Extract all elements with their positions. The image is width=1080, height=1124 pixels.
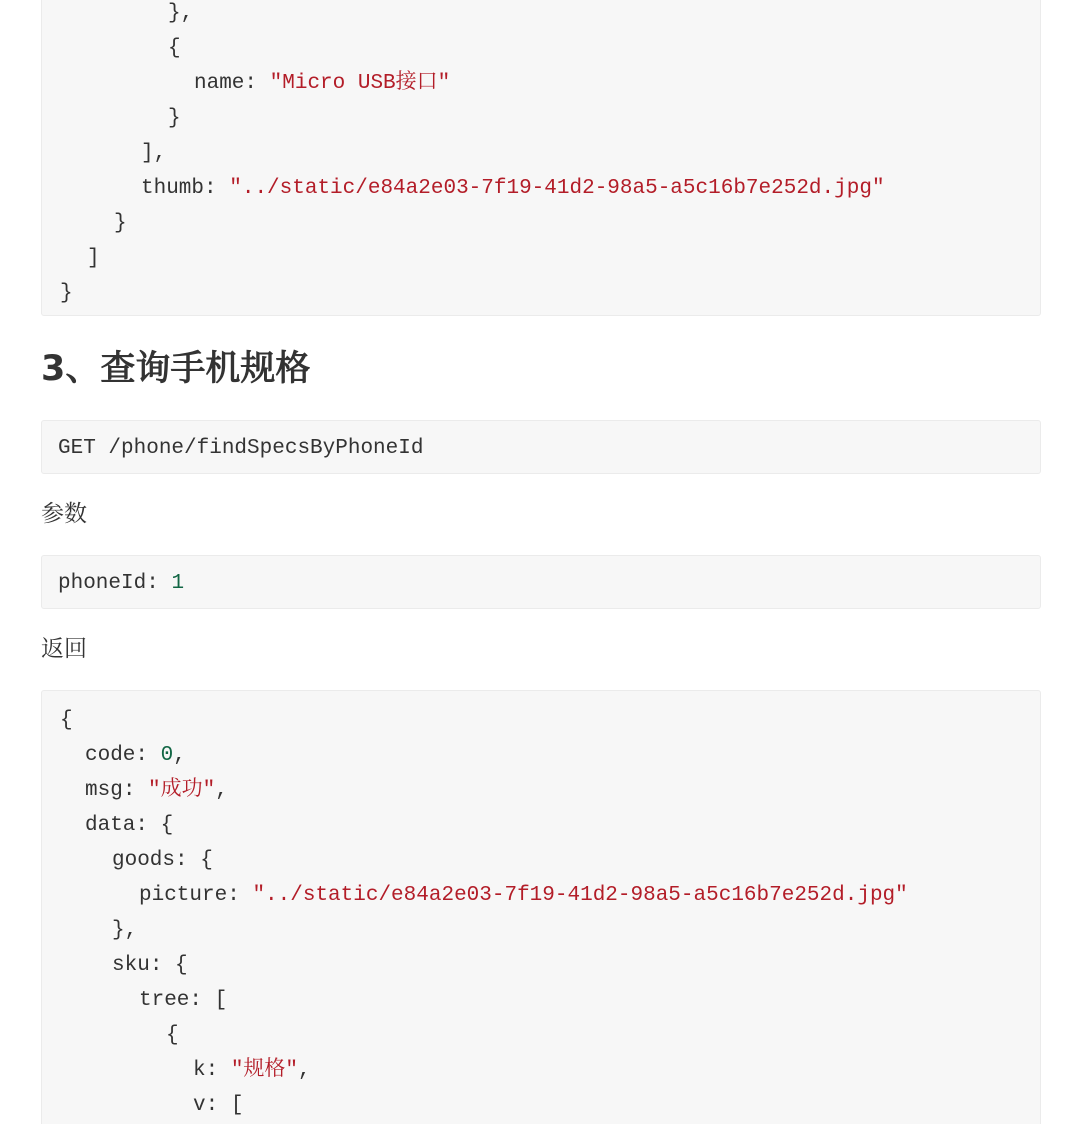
code-block-endpoint [41,420,1041,474]
json-key: goods [112,849,176,872]
code-line: thumb: "../static/e84a2e03-7f19-41d2-98a5-a5c16b7e252d.jpg" [141,177,885,200]
code-line: } [60,282,73,305]
json-key: data [85,814,136,837]
code-line-endpoint: GET /phone/findSpecsByPhoneId [58,437,424,460]
json-key: msg [85,779,123,802]
code-line: { [168,37,181,60]
json-number: 1 [171,572,185,595]
code-line: } [168,107,181,130]
code-line: tree: [ [139,989,228,1012]
code-line: code: 0, [85,744,186,767]
code-line: k: "规格", [193,1059,311,1082]
json-number: 0 [160,744,174,767]
json-key: picture [139,884,228,907]
code-line: ] [87,247,100,270]
return-label: 返回 [41,636,87,662]
code-line: { [60,709,73,732]
json-key: tree [139,989,190,1012]
code-line: data: { [85,814,174,837]
json-key: phoneId [58,572,147,595]
code-line: v: [ [193,1094,244,1117]
code-line: msg: "成功", [85,779,228,802]
json-string: "成功" [148,779,216,802]
code-line: } [114,212,127,235]
json-string: "../static/e84a2e03-7f19-41d2-98a5-a5c16b7e252d.jpg" [252,884,908,907]
code-block-return [41,690,1041,1124]
json-string: "规格" [230,1059,299,1082]
code-block-previous-response [41,0,1041,316]
code-line: name: "Micro USB接口" [194,72,451,95]
json-key: k [193,1059,206,1082]
json-key: name [194,72,245,95]
json-string: "Micro USB接口" [269,72,451,95]
code-line: goods: { [112,849,213,872]
code-block-params [41,555,1041,609]
code-line: sku: { [112,954,188,977]
json-key: thumb [141,177,205,200]
json-key: code [85,744,136,767]
code-line: { [166,1024,179,1047]
code-line: }, [168,2,194,25]
code-line: phoneId: 1 [58,572,185,595]
json-key: sku [112,954,150,977]
code-line: ], [141,142,167,165]
section-heading: 3、查询手机规格 [41,349,311,389]
json-key: v [193,1094,206,1117]
code-line: }, [112,919,138,942]
params-label: 参数 [41,501,87,527]
json-string: "../static/e84a2e03-7f19-41d2-98a5-a5c16b7e252d.jpg" [229,177,885,200]
code-line: picture: "../static/e84a2e03-7f19-41d2-98a5-a5c16b7e252d.jpg" [139,884,908,907]
